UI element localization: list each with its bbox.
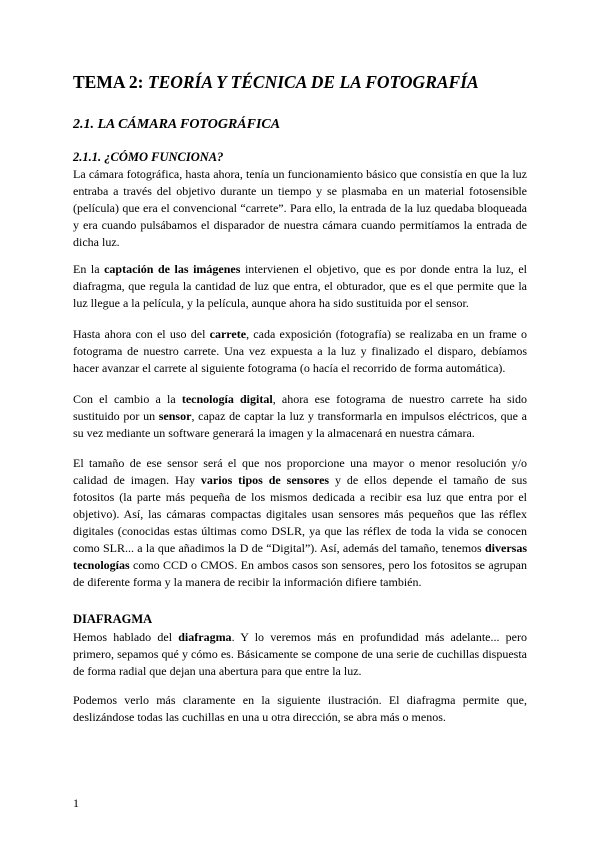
bold-term: carrete <box>209 327 247 341</box>
paragraph-intro: La cámara fotográfica, hasta ahora, tenía un funcionamiento básico que consistía en que la luz entraba a través del objetivo durante un tiempo y se plasmaba en un material fotosensible (película) que era el convencional “carrete”. Para ello, la entrada de la luz quedaba bloqueada y era cuando pulsábamos el disparador de nuestra cámara cuando permitíamos la entrada de dicha luz. <box>73 167 527 249</box>
paragraph-ilustracion: Podemos verlo más claramente en la siguiente ilustración. El diafragma permite que, deslizándose todas las cuchillas en una u otra dirección, se abra más o menos. <box>73 693 527 724</box>
chapter-number: TEMA 2: <box>73 72 144 92</box>
page-number: 1 <box>73 796 79 810</box>
paragraph-diafragma: Hemos hablado del diafragma. Y lo veremos más en profundidad más adelante... pero primero, sepamos qué y cómo es. Básicamente se compone de una serie de cuchillas dispuesta de forma radial que dejan una abertura para que entre la luz. <box>73 630 527 678</box>
paragraph-carrete: Hasta ahora con el uso del carrete, cada exposición (fotografía) se realizaba en un frame o fotograma de nuestro carrete. Una vez expuesta a la luz y finalizado el disparo, debíamos hacer avanzar el carrete al siguiente fotograma (o hacía el recorrido de forma automática). <box>73 327 527 375</box>
paragraph-sensor: El tamaño de ese sensor será el que nos proporcione una mayor o menor resolución y/o calidad de imagen. Hay varios tipos de sensores y de ellos depende el tamaño de sus fotositos (la parte más pequeña de los mismos dedicada a recibir esa luz que entra por el objetivo). Así, las cámaras compactas digitales usan sensores más pequeños que las réflex digitales (conocidas estas últimas como DSLR, ya que las réflex de toda la vida se conocen como SLR... a la que añadimos la D de “Digital”). Así, además del tamaño, tenemos diversas tecnologías como CCD o CMOS. En ambos casos son sensores, pero los fotositos se agrupan de diferente forma y la manera de recibir la información difiere también. <box>73 456 527 589</box>
chapter-title <box>73 72 479 93</box>
bold-term: tecnología digital <box>181 392 273 406</box>
section-heading: 2.1. LA CÁMARA FOTOGRÁFICA <box>73 117 281 132</box>
paragraph-digital: Con el cambio a la tecnología digital, ahora ese fotograma de nuestro carrete ha sido sustituido por un sensor, capaz de captar la luz y transformarla en impulsos eléctricos, que a su vez mediante un software generará la imagen y la almacenará en nuestra cámara. <box>73 392 528 440</box>
bold-term: sensor <box>158 409 192 423</box>
bold-term: diafragma <box>178 630 232 644</box>
diafragma-heading: DIAFRAGMA <box>73 612 153 626</box>
subsection-heading: 2.1.1. ¿CÓMO FUNCIONA? <box>73 150 224 164</box>
paragraph-captacion: En la captación de las imágenes intervienen el objetivo, que es por donde entra la luz, el diafragma, que regula la cantidad de luz que entra, el obturador, que es el que permite que la luz llegue a la película, y la película, aunque ahora ha sido sustituida por el sensor. <box>73 262 527 310</box>
bold-term: varios tipos de sensores <box>200 473 330 487</box>
bold-term: diversas tecnologías <box>73 541 527 572</box>
chapter-title-text: TEORÍA Y TÉCNICA DE LA FOTOGRAFÍA <box>147 72 479 92</box>
bold-term: captación de las imágenes <box>104 262 241 276</box>
